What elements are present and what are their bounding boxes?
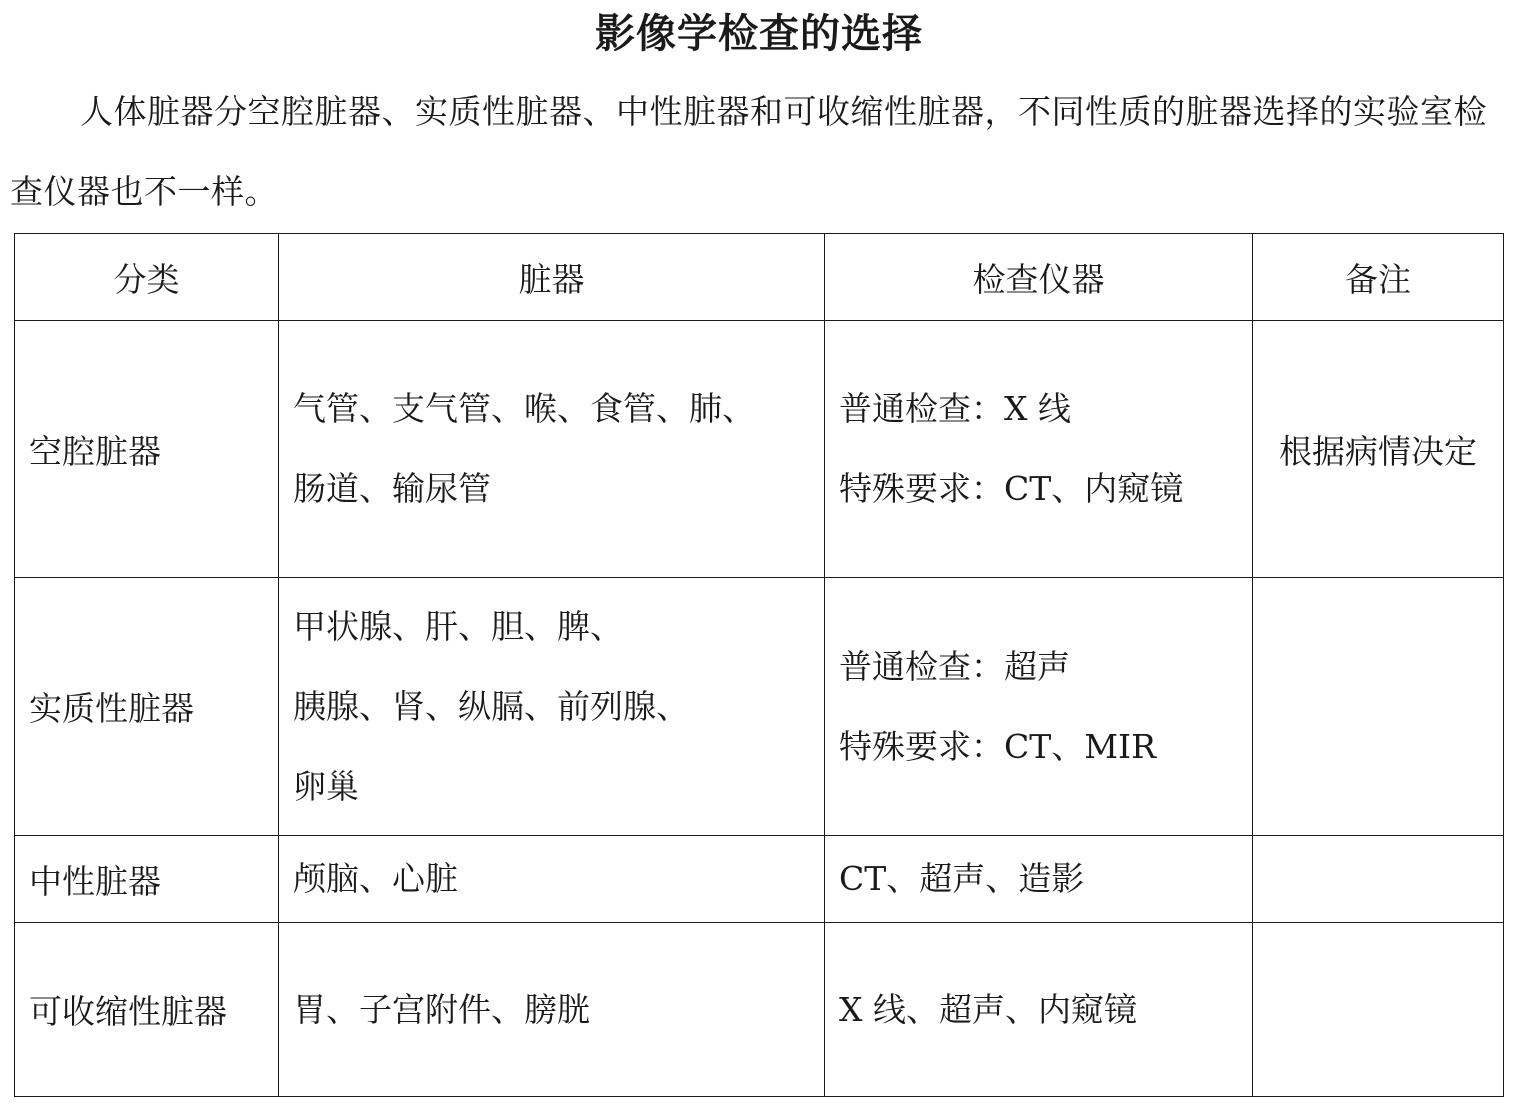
table-row: [15, 836, 1504, 923]
organs-line: 甲状腺、肝、胆、脾、: [293, 606, 623, 646]
organs-line: 颅脑、心脏: [293, 859, 458, 898]
table-row: [15, 321, 1504, 578]
organs-cell: [279, 321, 825, 578]
remark-cell: 根据病情决定: [1253, 321, 1504, 578]
instruments-line: 特殊要求：CT、内窥镜: [839, 469, 1184, 508]
header-organs: 脏器: [279, 234, 825, 321]
organs-cell: [279, 836, 825, 923]
instruments-line: 普通检查：超声: [839, 646, 1070, 686]
instruments-line: 普通检查：X 线: [839, 389, 1071, 428]
table-row: [15, 923, 1504, 1097]
category-cell: 可收缩性脏器: [15, 923, 279, 1097]
remark-cell: [1253, 923, 1504, 1097]
category-cell: 中性脏器: [15, 836, 279, 923]
category-cell: 实质性脏器: [15, 578, 279, 836]
organs-line: 肠道、输尿管: [293, 469, 491, 508]
exam-selection-table: [14, 233, 1504, 1097]
organs-line: 胰腺、肾、纵膈、前列腺、: [293, 686, 689, 726]
organs-cell: [279, 578, 825, 836]
instruments-line: CT、超声、造影: [839, 859, 1085, 898]
organs-line: 卵巢: [293, 766, 359, 806]
instruments-line: X 线、超声、内窥镜: [839, 989, 1137, 1029]
organs-line: 胃、子宫附件、膀胱: [293, 989, 590, 1029]
instruments-cell: [825, 836, 1253, 923]
remark-cell: [1253, 578, 1504, 836]
organs-cell: [279, 923, 825, 1097]
organs-line: 气管、支气管、喉、食管、肺、: [293, 389, 755, 428]
intro-paragraph: 人体脏器分空腔脏器、实质性脏器、中性脏器和可收缩性脏器，不同性质的脏器选择的实验室检查仪器也不一样。: [10, 92, 1487, 211]
category-cell: 空腔脏器: [15, 321, 279, 578]
instruments-cell: [825, 923, 1253, 1097]
header-instruments: 检查仪器: [825, 234, 1253, 321]
instruments-line: 特殊要求：CT、MIR: [839, 726, 1156, 766]
instruments-cell: [825, 321, 1253, 578]
remark-cell: [1253, 836, 1504, 923]
document-title: 影像学检查的选择: [595, 11, 923, 57]
header-remark: 备注: [1253, 234, 1504, 321]
table-header-row: [15, 234, 1504, 321]
instruments-cell: [825, 578, 1253, 836]
table-row: [15, 578, 1504, 836]
header-category: 分类: [15, 234, 279, 321]
